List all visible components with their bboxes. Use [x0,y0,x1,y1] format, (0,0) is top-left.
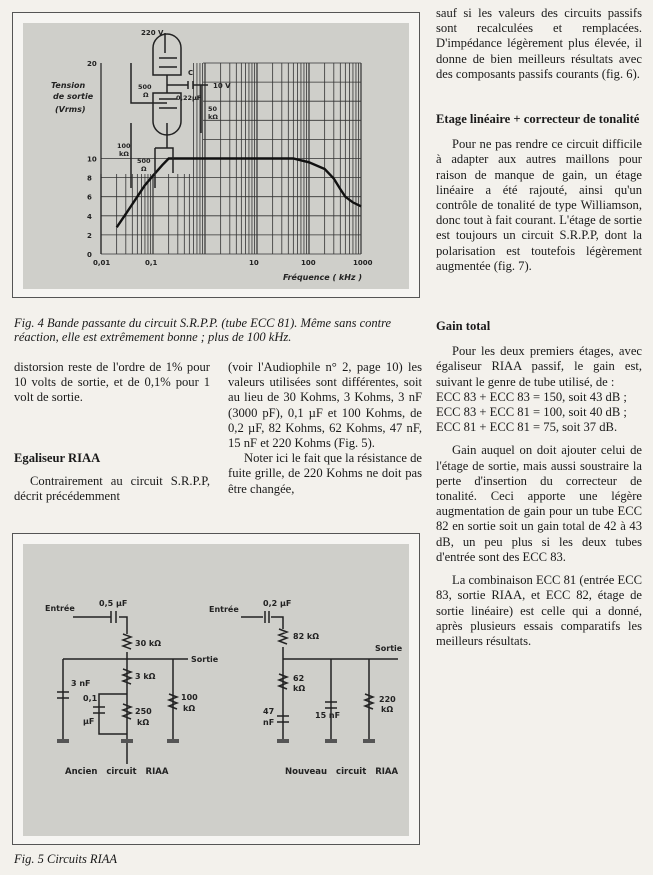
paragraph: sauf si les valeurs des circuits passifs sont recalculées et remplacées. D'impédance légèrement plus élevée, il donne de bien meilleurs résultats avec des composants passifs courants (fig. 6). [436,6,642,81]
figure-5 [12,533,420,845]
x-tick-label: 0,01 [93,259,111,267]
svg-text:Entrée: Entrée [45,604,75,613]
riaa-circuits [13,534,419,844]
figure-4 [12,12,420,298]
figure-4-caption: Fig. 4 Bande passante du circuit S.R.P.P. (tube ECC 81). Même sans contre réaction, elle est extrêmement bonne ; plus de 100 kHz. [14,316,392,344]
svg-text:3 kΩ: 3 kΩ [135,672,156,681]
ylabel-line: de sortie [53,92,94,101]
x-axis-label: Fréquence ( kHz ) [283,273,363,282]
y-tick-label: 4 [87,212,92,221]
paragraph: (voir l'Audiophile n° 2, page 10) les valeurs utilisées sont différentes, soit au lieu de 30 Kohms, 3 Kohms, 3 nF (3000 pF), 0,1 µF et 100 Kohms, de 0,2 µF, 82 Kohms, 62 Kohms, 47 nF, 15 nF et 220 Kohms (Fig. 5). [228,360,422,451]
paragraph: Noter ici le fait que la résistance de fuite grille, de 220 Kohms ne doit pas être changée, [228,451,422,496]
svg-text:0,1: 0,1 [83,694,98,703]
svg-text:82 kΩ: 82 kΩ [293,632,320,641]
bandwidth-chart [13,13,419,297]
y-tick-label: 20 [87,60,97,68]
y-tick-label: 8 [87,174,92,183]
paragraph: Pour ne pas rendre ce circuit difficile à adapter aux autres maillons pour raison de manque de gain, un étage linéaire a été rajouté, ainsi qu'un contrôle de tonalité de type Williamson, donc tout à fait courant. L'étage de sortie est toujours un circuit S.R.P.P, dont la polarisation est toutefois légèrement augmentée (fig. 7). [436,137,642,273]
gain-line: ECC 83 + ECC 81 = 100, soit 40 dB ; [436,405,627,420]
svg-text:3 nF: 3 nF [71,679,91,688]
heading-linear-stage: Etage linéaire + correcteur de tonalité [436,112,640,127]
gain-line: ECC 83 + ECC 83 = 150, soit 43 dB ; [436,389,627,404]
old-circuit-title: Ancien circuit RIAA [65,767,169,777]
svg-text:kΩ: kΩ [183,704,196,713]
svg-text:0,22µF: 0,22µF [176,94,202,102]
svg-text:kΩ: kΩ [381,705,394,714]
svg-text:kΩ: kΩ [208,113,218,121]
svg-text:Sortie: Sortie [375,644,403,653]
paragraph: Gain auquel on doit ajouter celui de l'étage de sortie, mais aussi soustraire la perte d'insertion du correcteur de tonalité. Ceci apporte une légère augmentation de gain pour un tube ECC 82 en sortie soit un gain total de 42 à 43 dB, un peu plus si les deux tubes d'entrée sont des ECC 83. [436,443,642,564]
svg-text:100: 100 [181,693,198,702]
x-tick-label: 100 [301,259,316,267]
paragraph: distorsion reste de l'ordre de 1% pour 10 volts de sortie, et de 0,1% pour 1 volt de sortie. [14,360,210,405]
svg-text:500: 500 [137,157,151,165]
svg-text:Ω: Ω [143,91,149,99]
svg-text:Ω: Ω [141,165,147,173]
figure-5-caption: Fig. 5 Circuits RIAA [14,852,117,866]
y-tick-label: 2 [87,231,92,240]
paragraph: Contrairement au circuit S.R.P.P, décrit précédemment [14,473,210,504]
svg-text:Sortie: Sortie [191,655,219,664]
svg-text:47: 47 [263,707,275,716]
svg-text:30 kΩ: 30 kΩ [135,639,162,648]
svg-text:62: 62 [293,674,305,683]
ylabel-line: (Vrms) [55,105,86,114]
heading-riaa: Egaliseur RIAA [14,450,101,465]
svg-text:Entrée: Entrée [209,605,239,614]
gain-line: ECC 81 + ECC 81 = 75, soit 37 dB. [436,420,618,435]
column-1 [14,360,210,504]
x-tick-label: 1000 [353,259,373,267]
svg-text:250: 250 [135,707,152,716]
svg-text:10 V: 10 V [213,82,231,90]
heading-gain-total: Gain total [436,319,491,334]
y-tick-label: 6 [87,193,92,202]
svg-text:15 nF: 15 nF [315,711,341,720]
x-tick-label: 0,1 [145,259,158,267]
paragraph: La combinaison ECC 81 (entrée ECC 83, sortie RIAA, et ECC 82, étage de sortie linéaire) est celle qui a donné, après plusieurs essais comparatifs les meilleurs résultats. [436,573,642,648]
svg-text:500: 500 [138,83,152,91]
svg-text:100: 100 [117,142,131,150]
ylabel-line: Tension [51,81,86,90]
svg-text:kΩ: kΩ [293,684,306,693]
svg-text:nF: nF [263,718,275,727]
paragraph: Pour les deux premiers étages, avec égaliseur RIAA passif, le gain est, suivant le genre de tube utilisé, de : [436,344,642,389]
svg-text:220 V: 220 V [141,29,164,37]
column-2 [228,360,422,497]
svg-text:kΩ: kΩ [119,150,129,158]
svg-text:kΩ: kΩ [137,718,150,727]
x-tick-label: 10 [249,259,259,267]
svg-text:0,5 µF: 0,5 µF [99,599,128,608]
column-3 [436,6,642,649]
y-tick-label: 10 [87,155,97,164]
new-circuit-title: Nouveau circuit RIAA [285,767,399,777]
svg-text:220: 220 [379,695,396,704]
y-tick-label: 0 [87,251,92,259]
svg-text:50: 50 [208,105,218,113]
svg-text:C: C [188,69,194,77]
svg-text:0,2 µF: 0,2 µF [263,599,292,608]
svg-text:µF: µF [83,717,95,726]
